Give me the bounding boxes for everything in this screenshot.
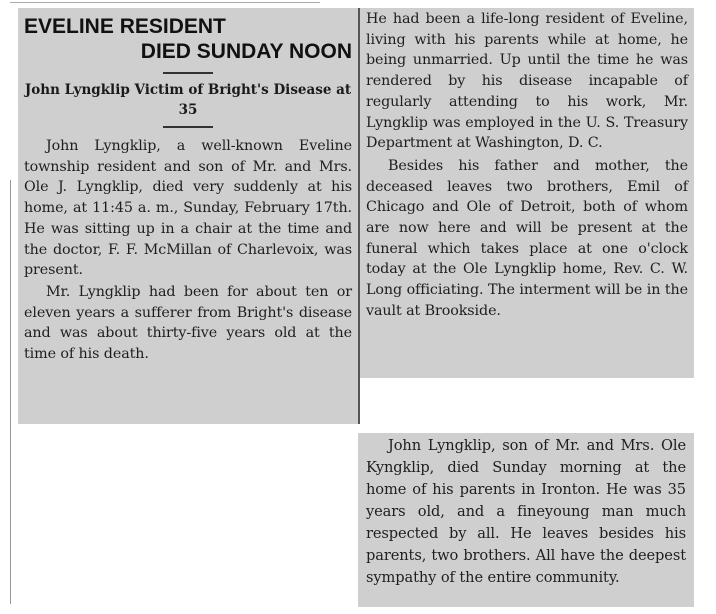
top-scan-line xyxy=(10,2,320,3)
headline-line-1: EVELINE RESIDENT xyxy=(24,15,226,38)
notice-paragraph: John Lyngklip, son of Mr. and Mrs. Ole Kyngklip, died Sunday morning at the home of his parents in Ironton. He was 35 years old, and a fineyoung man much respected by all. He leaves besides his parents, two brothers. All have the deepest sympathy of the entire community. xyxy=(366,437,686,586)
decorative-rule xyxy=(163,72,213,74)
left-scan-line xyxy=(10,180,11,604)
article-clipping-column-1 xyxy=(18,8,358,424)
decorative-rule xyxy=(163,126,213,128)
article-paragraph: He had been a life-long resident of Eveline, living with his parents while at home, he being unmarried. Up until the time he was rendered by his disease incapable of regularly attending to his work, Mr. Lyngklip was employed in the U. S. Treasury Department at Washington, D. C. xyxy=(366,11,688,152)
notice-clipping xyxy=(358,433,694,607)
article-paragraph: Besides his father and mother, the deceased leaves two brothers, Emil of Chicago and Ole of Detroit, both of whom are now here and will be present at the funeral which takes place at one o'clock today at the Ole Lyngklip home, Rev. C. W. Long officiating. The interment will be in the vault at Brookside. xyxy=(366,157,688,319)
article-paragraph: John Lyngklip, a well-known Eveline township resident and son of Mr. and Mrs. Ole J. Lyngklip, died very suddenly at his home, at 11:45 a. m., Sunday, February 17th. He was sitting up in a chair at the time and the doctor, F. F. McMillan of Charlevoix, was present. xyxy=(24,138,352,279)
article-clipping-column-2 xyxy=(360,8,694,378)
subheadline: John Lyngklip Victim of Bright's Disease at 35 xyxy=(24,82,352,118)
article-paragraph: Mr. Lyngklip had been for about ten or eleven years a sufferer from Bright's disease and was about thirty-five years old at the time of his death. xyxy=(24,283,352,363)
headline-line-2: DIED SUNDAY NOON xyxy=(140,40,352,63)
